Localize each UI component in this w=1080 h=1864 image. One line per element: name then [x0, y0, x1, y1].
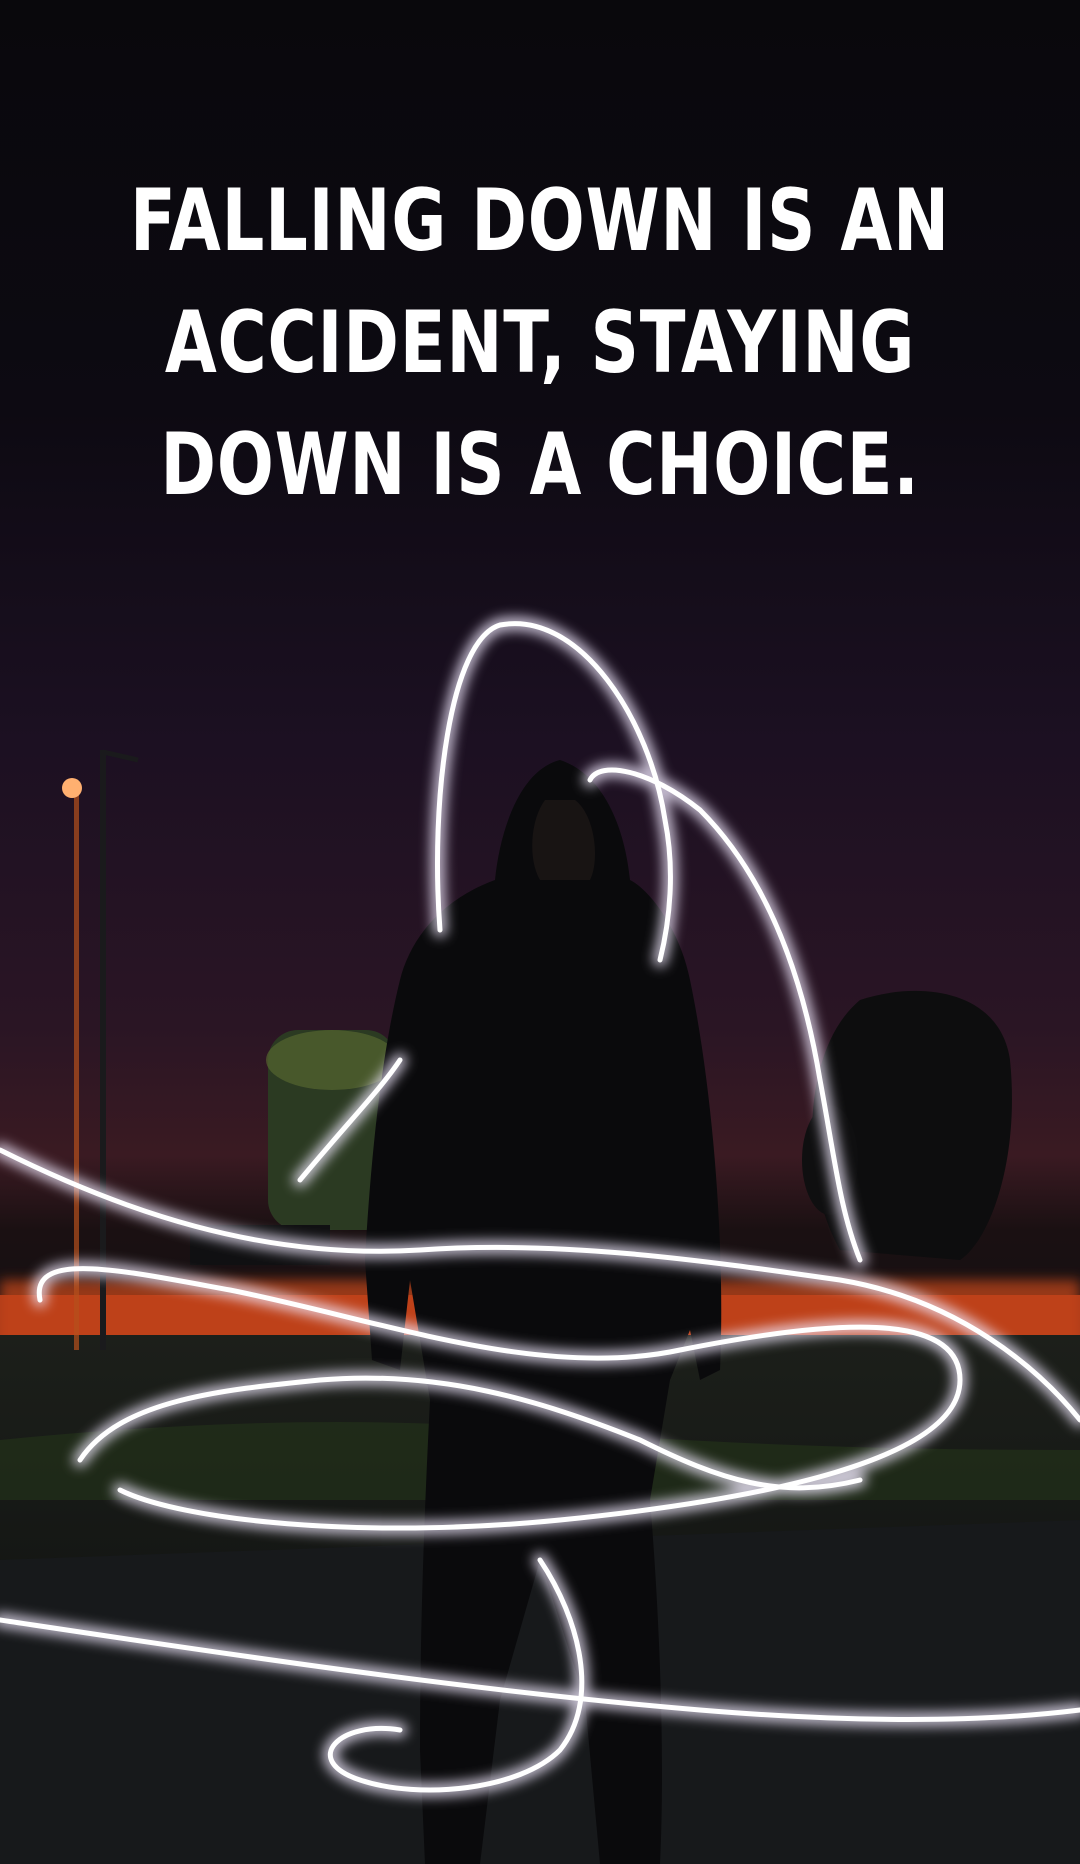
- quote-line-1: FALLING DOWN IS AN: [130, 171, 950, 271]
- quote-line-2: ACCIDENT, STAYING: [164, 293, 916, 393]
- lamp-pole: [100, 750, 106, 1350]
- quote-line-3: DOWN IS A CHOICE.: [160, 415, 920, 515]
- quote-text: [119, 160, 961, 526]
- lamp-light: [62, 778, 82, 798]
- lamp-arm: [103, 752, 138, 760]
